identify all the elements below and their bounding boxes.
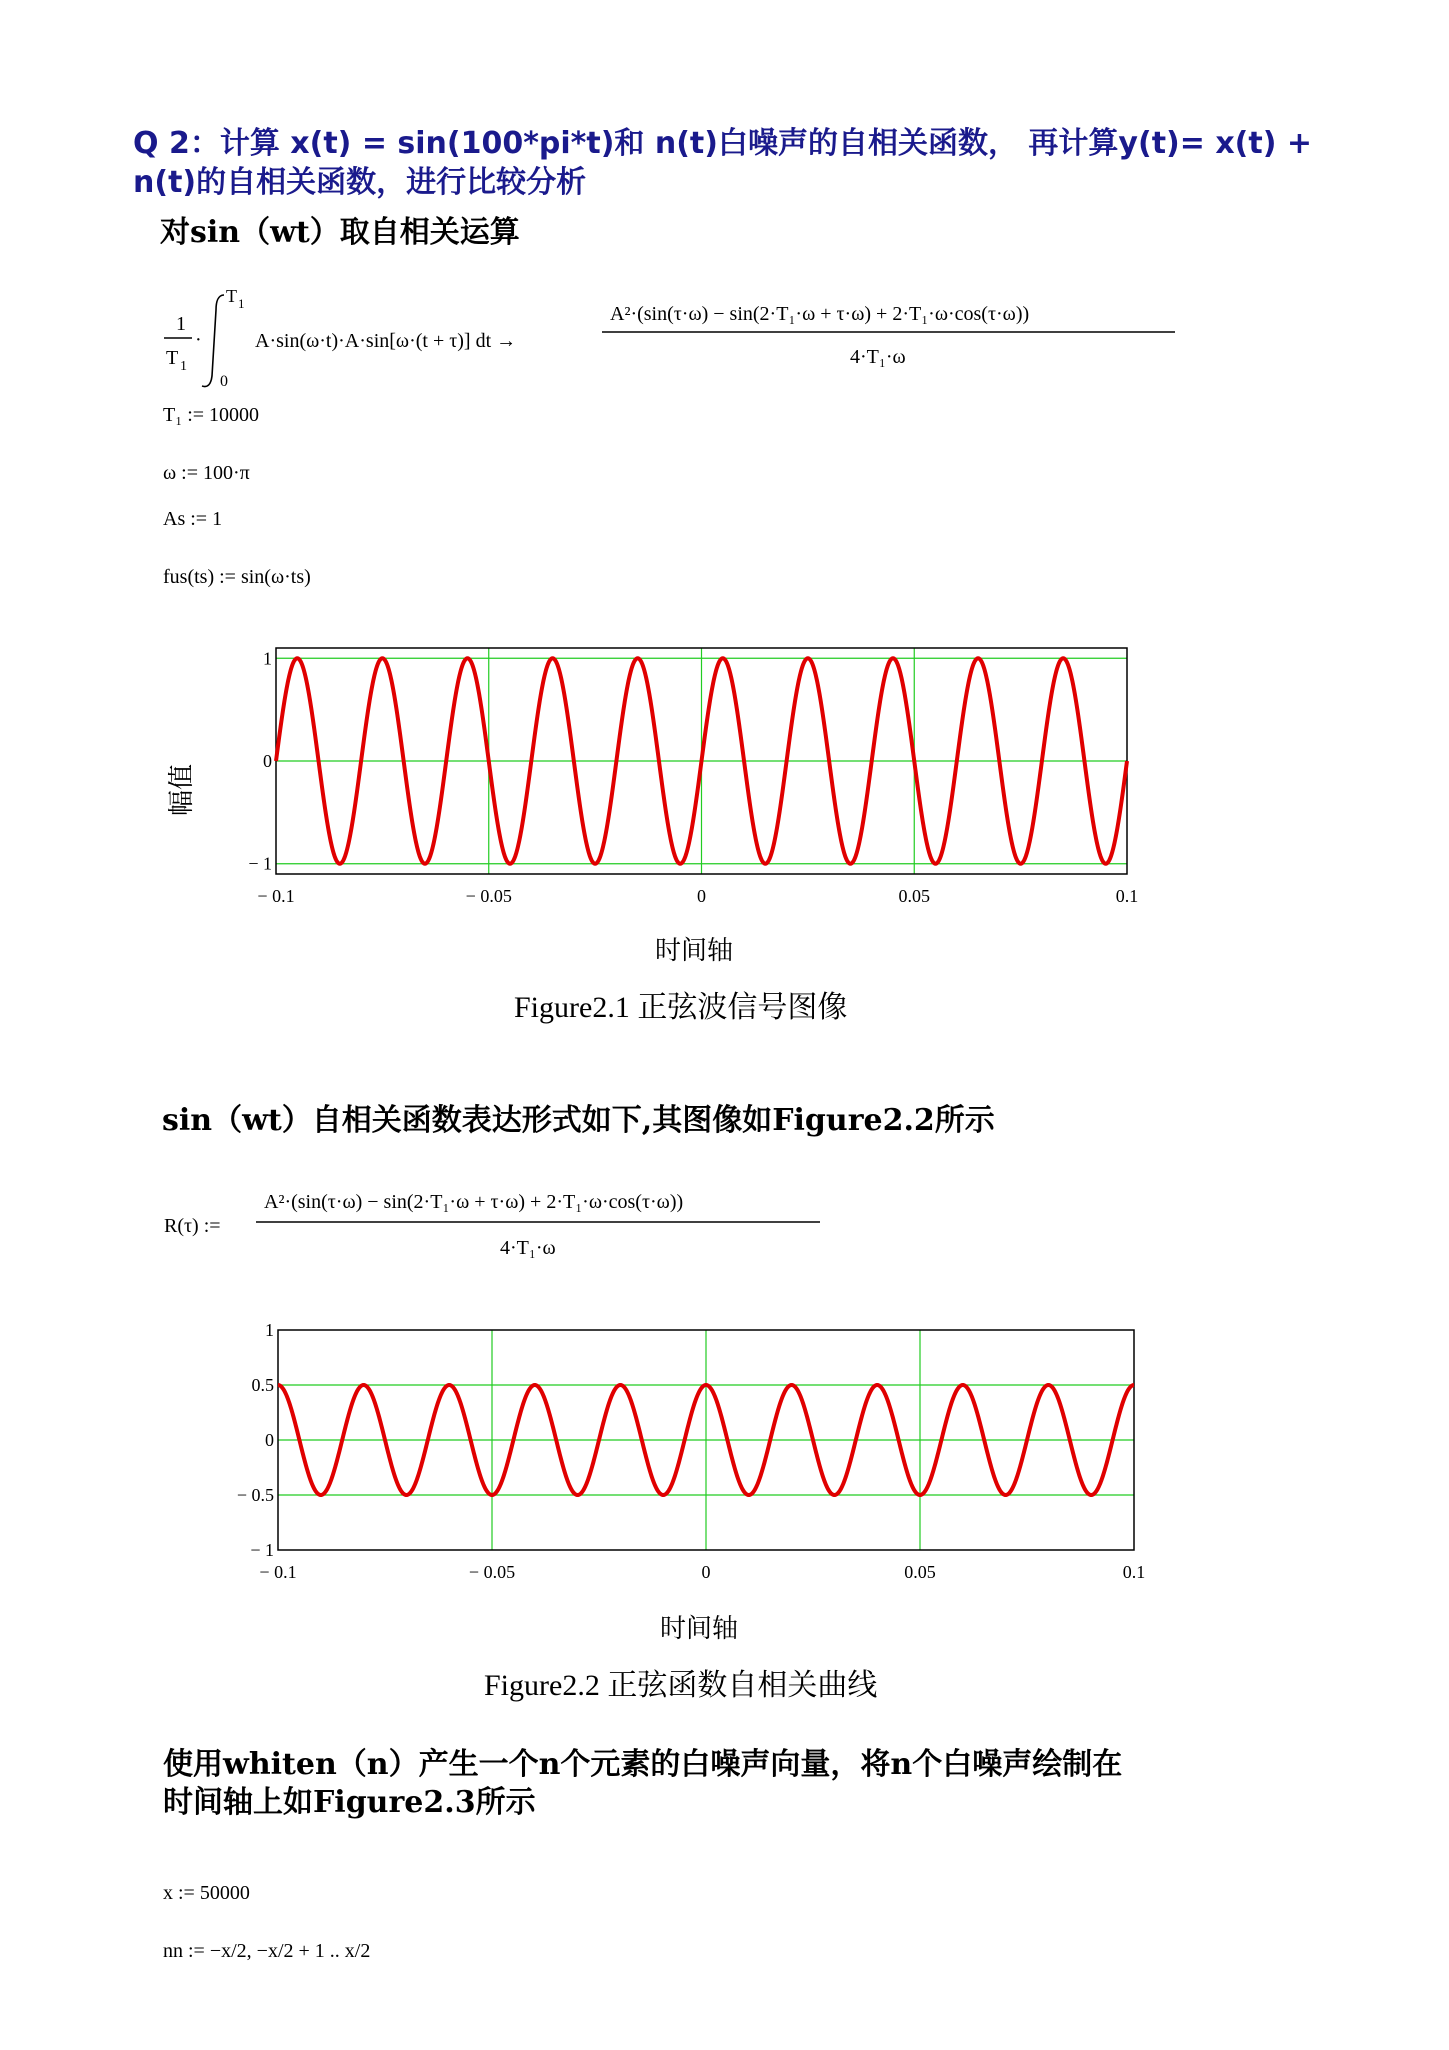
figure-2-1-caption: Figure2.1 正弦波信号图像 bbox=[514, 991, 848, 1024]
rc-denominator: 4·T₁·ω bbox=[500, 1237, 556, 1259]
integral-lhs-num: 1 bbox=[176, 313, 186, 335]
x-tick-label: − 0.05 bbox=[468, 1562, 516, 1582]
rc-formula bbox=[160, 1170, 840, 1270]
question-line-1: Q 2：计算 x(t) = sin(100*pi*t)和 n(t)白噪声的自相关函数， 再计算y(t)= x(t) + bbox=[133, 126, 1313, 161]
def-fus: fus(ts) := sin(ω·ts) bbox=[163, 566, 311, 588]
section3-line-1: 使用whiten（n）产生一个n个元素的白噪声向量，将n个白噪声绘制在 bbox=[163, 1747, 1123, 1782]
figure-2-2-caption: Figure2.2 正弦函数自相关曲线 bbox=[484, 1669, 878, 1702]
x-tick-label: 0 bbox=[697, 886, 706, 906]
x-tick-label: 0.05 bbox=[898, 886, 930, 906]
def-t1: T₁ := 10000 bbox=[163, 404, 260, 426]
def-n-range: nn := −x/2, −x/2 + 1 .. x/2 bbox=[163, 1940, 371, 1962]
def-x: x := 50000 bbox=[163, 1882, 250, 1904]
svg-text:1: 1 bbox=[238, 296, 245, 311]
x-tick-label: 0.1 bbox=[1115, 886, 1139, 906]
figure-2-2-chart bbox=[160, 1320, 1150, 1600]
integral-result-numerator: A²·(sin(τ·ω) − sin(2·T₁·ω + τ·ω) + 2·T₁·ω·cos(τ·ω)) bbox=[610, 303, 1030, 325]
def-as: As := 1 bbox=[163, 508, 223, 530]
section3-line-2: 时间轴上如Figure2.3所示 bbox=[163, 1785, 536, 1820]
def-omega: ω := 100·π bbox=[163, 462, 250, 484]
y-tick-label: 1 bbox=[265, 1320, 274, 1340]
y-tick-label: 0 bbox=[265, 1430, 274, 1450]
section3-text bbox=[163, 1746, 1122, 1822]
x-tick-label: 0.1 bbox=[1122, 1562, 1146, 1582]
x-tick-label: − 0.1 bbox=[259, 1562, 297, 1582]
chart1-xlabel: 时间轴 bbox=[655, 936, 734, 966]
autocorrelation-integral bbox=[150, 280, 1190, 400]
section2-text: sin（wt）自相关函数表达形式如下,其图像如Figure2.2所示 bbox=[162, 1103, 995, 1138]
integrand: A·sin(ω·t)·A·sin[ω·(t + τ)] dt → bbox=[255, 330, 517, 352]
integral-lhs-den: T bbox=[166, 347, 179, 369]
x-tick-label: − 0.05 bbox=[465, 886, 512, 906]
svg-text:1: 1 bbox=[180, 359, 187, 374]
y-tick-label: − 1 bbox=[248, 853, 272, 874]
rc-lhs: R(τ) := bbox=[164, 1215, 221, 1237]
chart1-ylabel: 幅值 bbox=[167, 763, 196, 817]
y-tick-label: 1 bbox=[263, 648, 272, 669]
svg-text:·: · bbox=[195, 329, 202, 351]
integral-lower: 0 bbox=[220, 373, 228, 390]
x-tick-label: 0 bbox=[701, 1562, 711, 1582]
x-tick-label: − 0.1 bbox=[257, 886, 295, 906]
integral-result-denominator: 4·T₁·ω bbox=[850, 346, 906, 368]
y-tick-label: 0.5 bbox=[251, 1375, 274, 1395]
figure-2-1-chart bbox=[160, 640, 1150, 930]
question-title bbox=[133, 124, 1333, 202]
question-line-2: n(t)的自相关函数，进行比较分析 bbox=[133, 165, 587, 200]
y-tick-label: 0 bbox=[263, 751, 272, 771]
section1-heading: 对sin（wt）取自相关运算 bbox=[160, 215, 520, 250]
x-tick-label: 0.05 bbox=[904, 1562, 936, 1582]
rc-numerator: A²·(sin(τ·ω) − sin(2·T₁·ω + τ·ω) + 2·T₁·ω·cos(τ·ω)) bbox=[264, 1191, 684, 1213]
chart2-xlabel: 时间轴 bbox=[660, 1614, 739, 1644]
y-tick-label: − 1 bbox=[250, 1540, 274, 1560]
integral-upper: T bbox=[226, 286, 237, 306]
y-tick-label: − 0.5 bbox=[236, 1485, 274, 1505]
